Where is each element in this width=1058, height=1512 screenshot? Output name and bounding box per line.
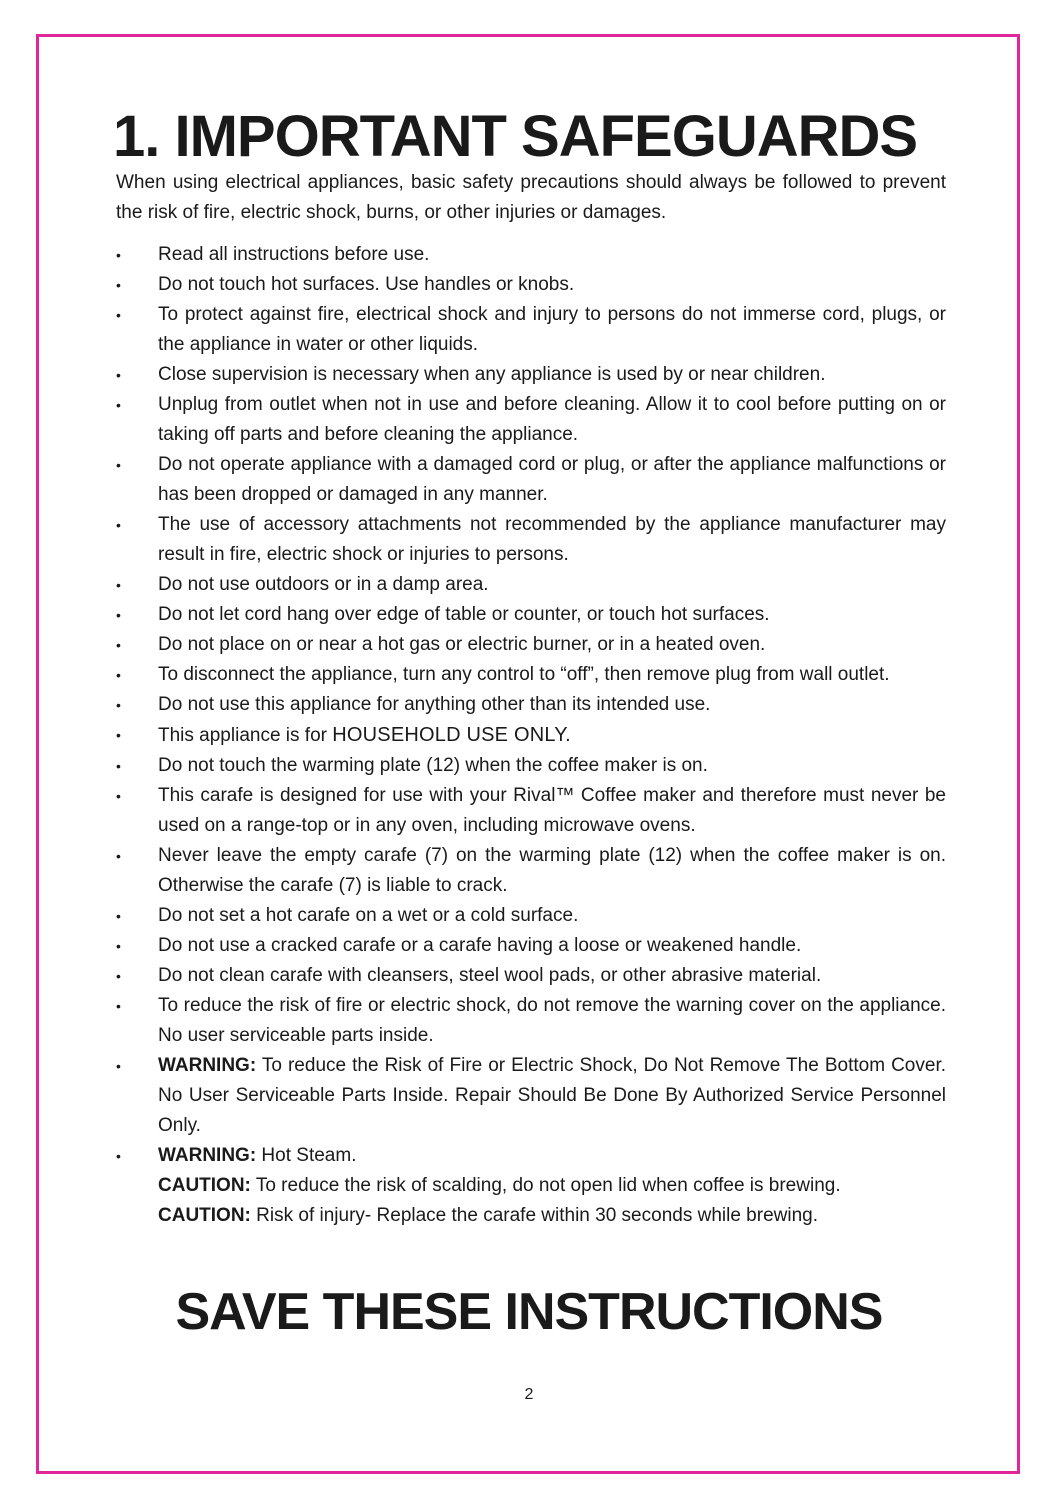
list-item (116, 841, 946, 901)
caution-line (158, 1201, 946, 1231)
bullet-icon: • (116, 607, 121, 623)
list-item-text: Unplug from outlet when not in use and before cleaning. Allow it to cool before putting on or taking off parts and before cleaning the appliance. (158, 394, 946, 445)
list-item (116, 450, 946, 510)
list-item (116, 931, 946, 961)
list-item (116, 901, 946, 931)
bullet-icon: • (116, 727, 121, 743)
list-item-text: This carafe is designed for use with your Rival™ Coffee maker and therefore must never be used on a range-top or in any oven, including microwave ovens. (158, 785, 946, 836)
bullet-icon: • (116, 637, 121, 653)
bullet-icon: • (116, 968, 121, 984)
list-item (116, 300, 946, 360)
list-item (116, 600, 946, 630)
bullet-icon: • (116, 788, 121, 804)
list-item-text: Read all instructions before use. (158, 244, 430, 265)
list-item-text: This appliance is for (158, 725, 333, 746)
list-item (116, 660, 946, 690)
caution-text: To reduce the risk of scalding, do not open lid when coffee is brewing. (250, 1175, 841, 1196)
warning-label: WARNING: (158, 1055, 257, 1076)
list-item-text: Do not let cord hang over edge of table or counter, or touch hot surfaces. (158, 604, 770, 625)
household-use-text: HOUSEHOLD USE ONLY. (332, 724, 571, 746)
list-item (116, 270, 946, 300)
page-number: 2 (524, 1386, 534, 1403)
bullet-icon: • (116, 577, 121, 593)
safeguards-list (116, 240, 946, 1231)
list-item-text: Do not touch hot surfaces. Use handles or knobs. (158, 274, 575, 295)
list-item-text: Close supervision is necessary when any appliance is used by or near children. (158, 364, 826, 385)
list-item-text: The use of accessory attachments not recommended by the appliance manufacturer may result in fire, electric shock or injuries to persons. (158, 514, 946, 565)
list-item-text: Do not use this appliance for anything other than its intended use. (158, 694, 711, 715)
caution-label: CAUTION: (158, 1205, 251, 1226)
bullet-icon: • (116, 908, 121, 924)
list-item-text: Do not use outdoors or in a damp area. (158, 574, 489, 595)
list-item-text: Do not operate appliance with a damaged cord or plug, or after the appliance malfunctions or has been dropped or damaged in any manner. (158, 454, 946, 505)
list-item (116, 690, 946, 720)
list-item-text: Never leave the empty carafe (7) on the warming plate (12) when the coffee maker is on. Otherwise the carafe (7) is liable to crack. (158, 845, 946, 896)
caution-label: CAUTION: (158, 1175, 251, 1196)
bullet-icon: • (116, 367, 121, 383)
list-item-text: Do not place on or near a hot gas or electric burner, or in a heated oven. (158, 634, 766, 655)
list-item-text: Do not use a cracked carafe or a carafe having a loose or weakened handle. (158, 935, 802, 956)
bullet-icon: • (116, 667, 121, 683)
list-item (116, 961, 946, 991)
list-item (116, 630, 946, 660)
bullet-icon: • (116, 1058, 121, 1074)
bullet-icon: • (116, 307, 121, 323)
list-item (116, 570, 946, 600)
bullet-icon: • (116, 697, 121, 713)
list-item (116, 1141, 946, 1231)
bullet-icon: • (116, 938, 121, 954)
list-item (116, 751, 946, 781)
list-item-text: Do not set a hot carafe on a wet or a cold surface. (158, 905, 579, 926)
list-item-text: Hot Steam. (256, 1145, 357, 1166)
list-item (116, 390, 946, 450)
warning-label: WARNING: (158, 1145, 257, 1166)
bullet-icon: • (116, 457, 121, 473)
list-item-text: To protect against fire, electrical shock and injury to persons do not immerse cord, plugs, or the appliance in water or other liquids. (158, 304, 946, 355)
bullet-icon: • (116, 247, 121, 263)
list-item-text: To disconnect the appliance, turn any control to “off”, then remove plug from wall outlet. (158, 664, 890, 685)
bullet-icon: • (116, 848, 121, 864)
bullet-icon: • (116, 998, 121, 1014)
page-title: 1. IMPORTANT SAFEGUARDS (113, 104, 918, 169)
bullet-icon: • (116, 277, 121, 293)
save-instructions-heading: SAVE THESE INSTRUCTIONS (175, 1283, 883, 1341)
list-item (116, 510, 946, 570)
list-item (116, 360, 946, 390)
list-item (116, 240, 946, 270)
bullet-icon: • (116, 758, 121, 774)
bullet-icon: • (116, 517, 121, 533)
list-item-text: Do not clean carafe with cleansers, steel wool pads, or other abrasive material. (158, 965, 822, 986)
list-item-text: Do not touch the warming plate (12) when the coffee maker is on. (158, 755, 708, 776)
bullet-icon: • (116, 397, 121, 413)
caution-line (158, 1171, 946, 1201)
bullet-icon: • (116, 1148, 121, 1164)
caution-text: Risk of injury- Replace the carafe within 30 seconds while brewing. (250, 1205, 818, 1226)
list-item (116, 1051, 946, 1141)
intro-paragraph: When using electrical appliances, basic safety precautions should always be followed to prevent the risk of fire, electric shock, burns, or other injuries or damages. (116, 172, 946, 223)
list-item-text: To reduce the risk of fire or electric shock, do not remove the warning cover on the appliance. No user serviceable parts inside. (158, 995, 946, 1046)
list-item (116, 781, 946, 841)
list-item (116, 991, 946, 1051)
list-item-text: To reduce the Risk of Fire or Electric Shock, Do Not Remove The Bottom Cover. No User Serviceable Parts Inside. Repair Should Be Done By Authorized Service Personnel Only. (158, 1055, 946, 1136)
list-item (116, 720, 946, 751)
